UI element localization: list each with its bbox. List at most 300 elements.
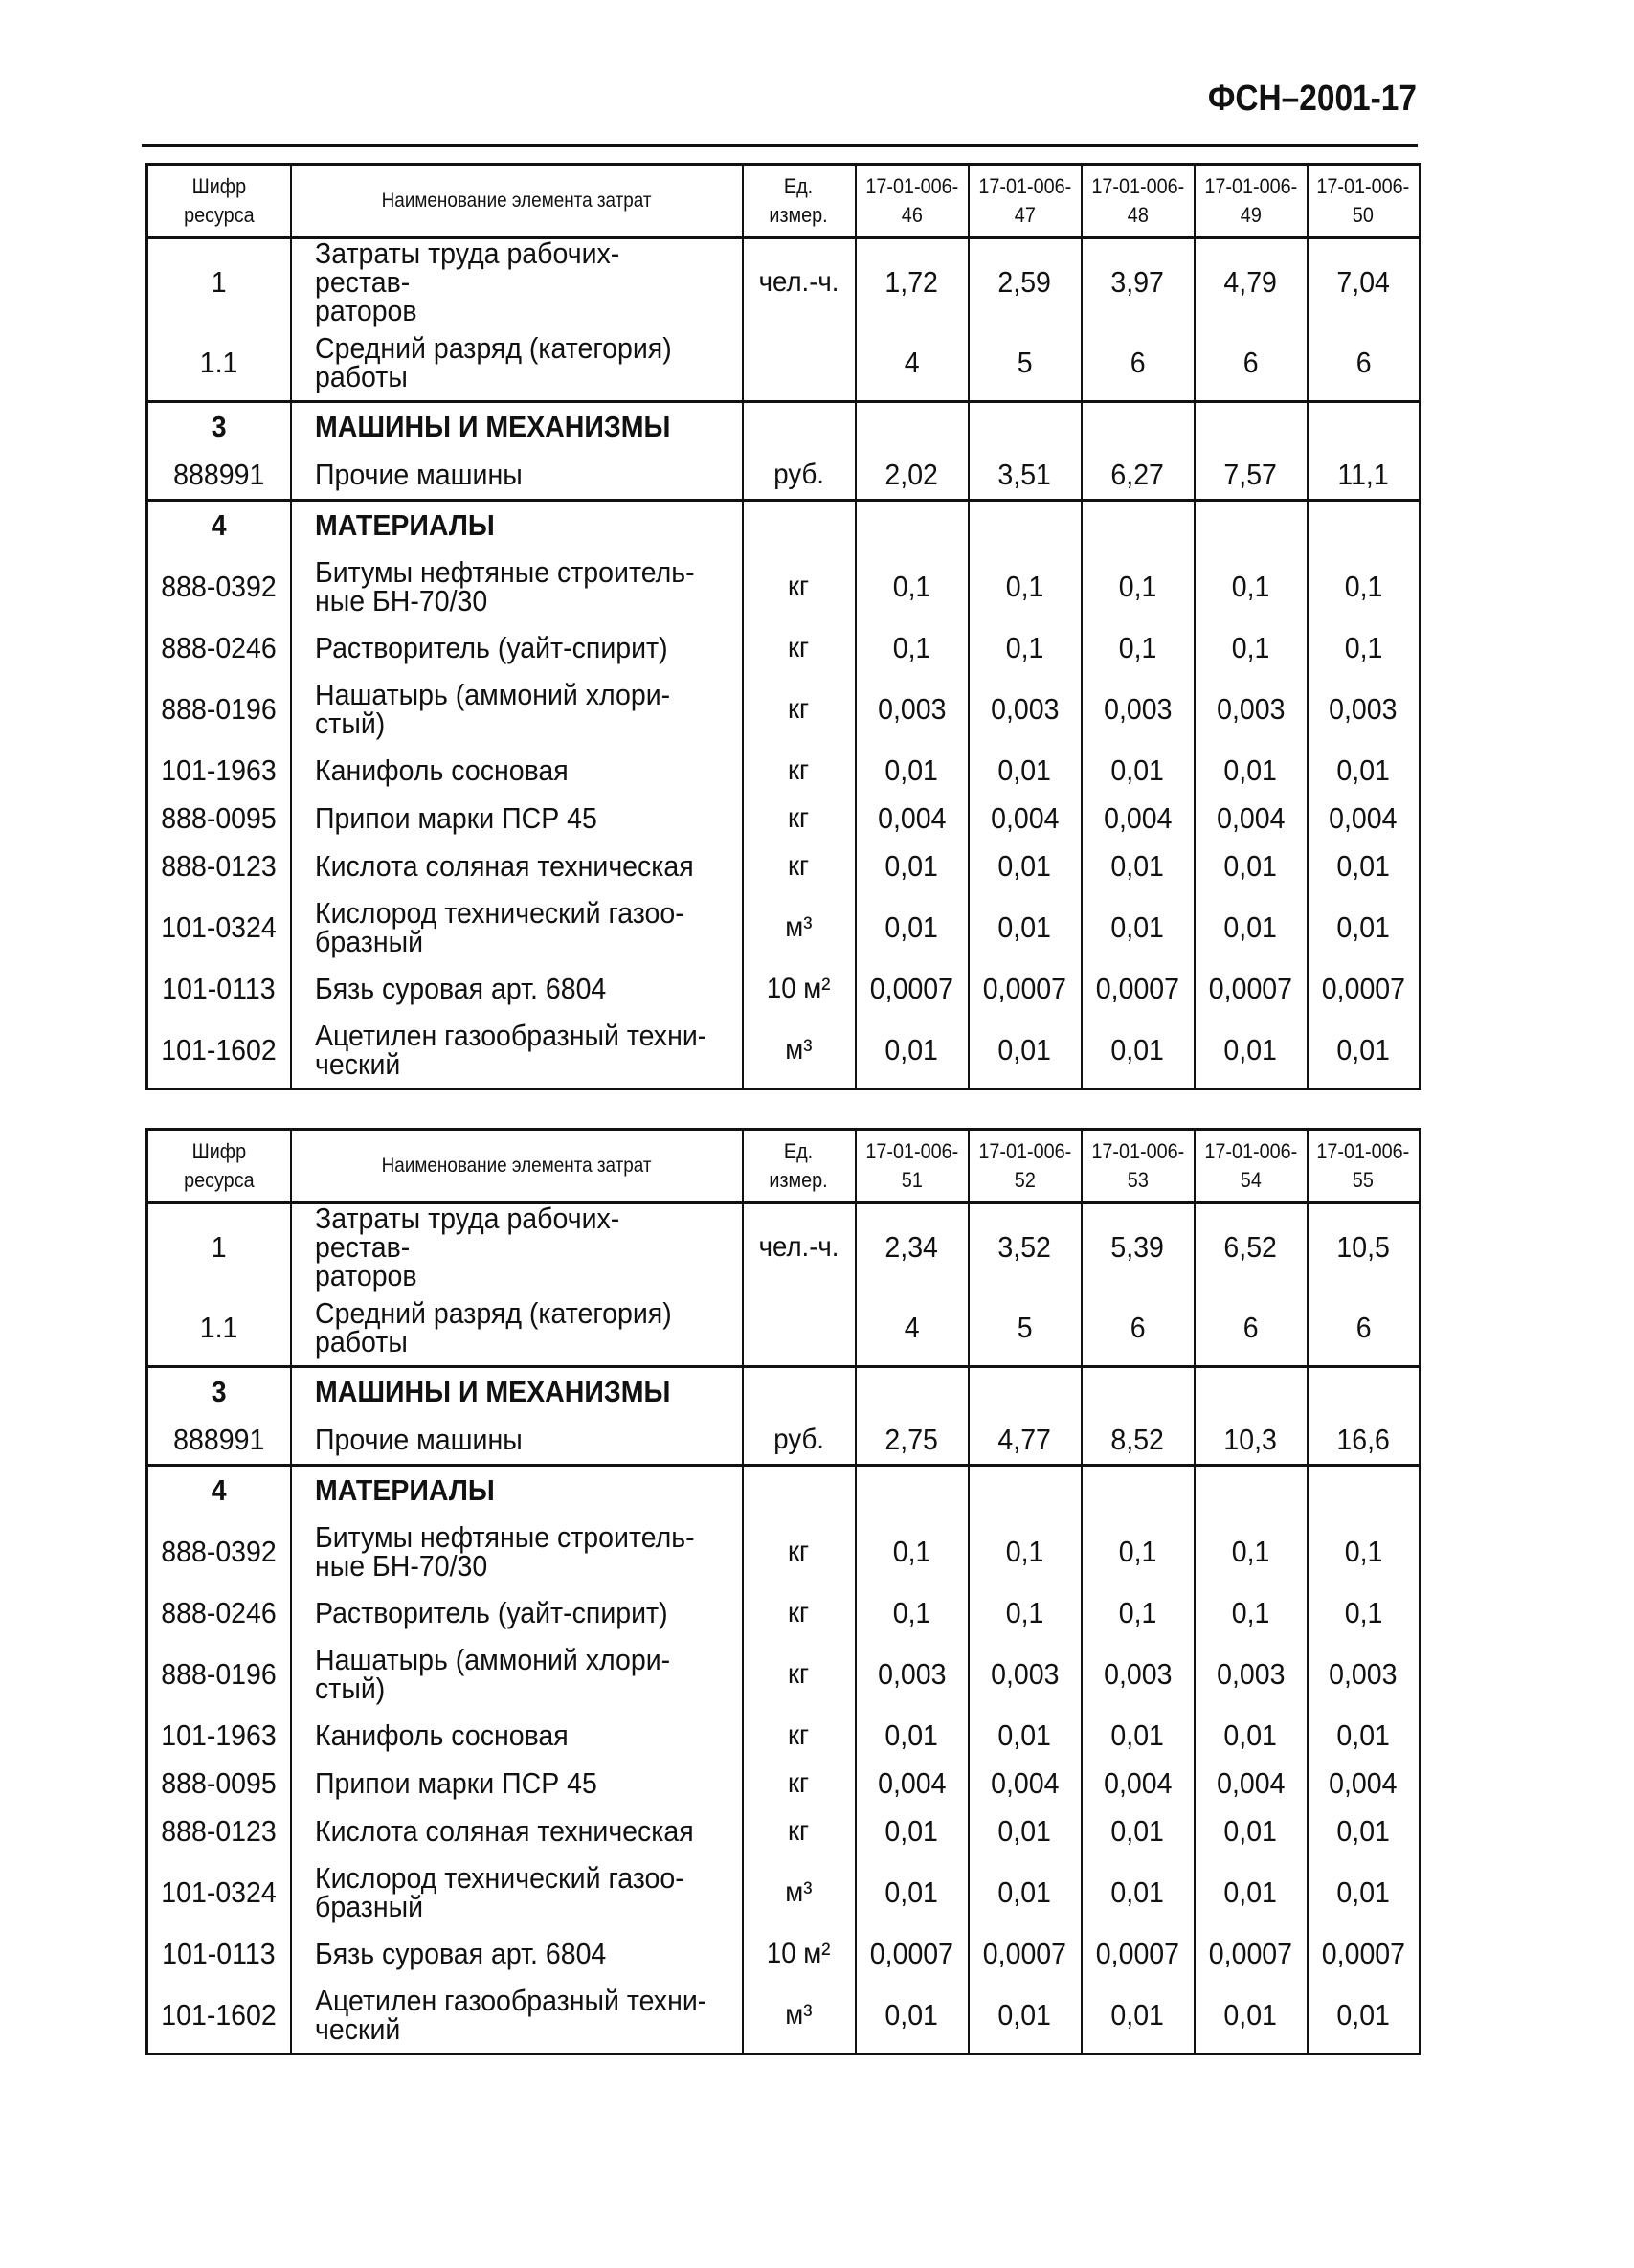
cost-item-name [291,842,743,890]
value-cell-text: 0,1 [1231,631,1270,664]
cost-item-name-text: Прочие машины [314,1423,523,1456]
value-cell [1082,624,1195,672]
value-cell-text: 0,0007 [1095,972,1180,1005]
value-cell [1082,326,1195,402]
unit-cell-text: кг [788,1536,810,1567]
col-header-code [147,1130,291,1203]
resource-code-text: 888991 [173,1423,265,1456]
value-cell [969,624,1082,672]
value-cell-text: 0,01 [884,910,939,944]
value-cell-text: 3,97 [1110,265,1165,299]
value-cell [1195,550,1308,624]
resource-code [147,1930,291,1978]
table-row [147,1930,1421,1978]
value-cell-text: 0,01 [997,1718,1052,1752]
cost-item-name-text: Канифоль сосновая [314,753,569,787]
cost-item-name-text: Нашатырь (аммоний хлори- стый) [314,1643,670,1705]
unit-cell [743,795,856,842]
unit-cell [743,1416,856,1466]
unit-cell-text: м³ [785,1999,813,2031]
value-cell [856,1712,969,1760]
value-cell [1082,402,1195,452]
resource-code [147,842,291,890]
value-cell [1082,1515,1195,1589]
cost-item-name-text: МАШИНЫ И МЕХАНИЗМЫ [314,1375,670,1408]
resource-code-text: 1.1 [199,1311,238,1344]
value-cell [856,672,969,747]
value-cell [856,1291,969,1367]
unit-cell-text: кг [788,632,810,663]
value-cell [1195,451,1308,501]
value-cell-text: 0,1 [892,1535,931,1568]
resource-code-text: 101-1963 [161,1718,278,1752]
resource-code-text: 888-0095 [161,1766,278,1800]
value-cell [1195,965,1308,1013]
table-row [147,550,1421,624]
unit-cell [743,501,856,550]
unit-cell [743,1367,856,1417]
resource-code-text: 888-0392 [161,570,278,603]
value-cell-text: 0,004 [877,1766,947,1800]
value-cell-text: 0,004 [1329,1766,1398,1800]
cost-item-name [291,238,743,326]
unit-cell-text: 10 м² [767,1938,831,1969]
value-cell [856,747,969,795]
value-cell [1195,1203,1308,1291]
cost-item-name [291,501,743,550]
value-cell-text: 10,3 [1223,1423,1278,1456]
value-cell [856,1589,969,1637]
value-cell-text: 3,52 [997,1230,1052,1264]
resource-code [147,672,291,747]
value-cell-text: 0,003 [1103,1657,1173,1691]
value-cell-text: 0,01 [884,1814,939,1848]
resource-code-text: 101-1963 [161,753,278,787]
resource-code [147,795,291,842]
value-cell [1195,1367,1308,1417]
value-cell-text: 0,1 [1344,631,1383,664]
resource-code-text: 101-1602 [161,1998,278,2032]
cost-item-name [291,672,743,747]
col-header-norm-text: 17-01-006- 50 [1316,174,1410,227]
col-header-norm-text: 17-01-006- 53 [1091,1139,1184,1192]
value-cell-text: 0,0007 [869,972,954,1005]
value-cell [1308,747,1421,795]
norm-table-1 [145,163,1421,1090]
value-cell-text: 0,01 [884,1718,939,1752]
value-cell [1308,501,1421,550]
unit-cell [743,1637,856,1712]
resource-code-text: 3 [211,410,227,443]
value-cell [1308,1589,1421,1637]
unit-cell-text: руб. [773,1424,824,1455]
value-cell-text: 0,01 [884,1875,939,1909]
resource-code [147,1515,291,1589]
value-cell-text: 0,1 [1344,1596,1383,1629]
cost-item-name-text: Кислота соляная техническая [314,849,694,883]
value-cell-text: 0,01 [1336,1998,1391,2032]
value-cell [1308,842,1421,890]
cost-item-name-text: Средний разряд (категория) работы [314,1296,672,1359]
value-cell [969,501,1082,550]
value-cell [1195,326,1308,402]
value-cell-text: 0,0007 [1208,972,1293,1005]
cost-item-name [291,795,743,842]
value-cell [1308,1367,1421,1417]
cost-item-name [291,1855,743,1930]
value-cell [1082,1416,1195,1466]
value-cell-text: 0,01 [1110,1033,1165,1067]
value-cell-text: 0,0007 [1095,1937,1180,1970]
cost-item-name-text: Растворитель (уайт-спирит) [314,631,668,664]
cost-item-name-text: Припои марки ПСР 45 [314,801,597,835]
col-header-norm-text: 17-01-006- 46 [865,174,958,227]
value-cell-text: 6,27 [1110,458,1165,491]
value-cell-text: 4,79 [1223,265,1278,299]
value-cell [1082,1855,1195,1930]
value-cell-text: 0,004 [1103,801,1173,835]
col-header-unit-text: Ед. измер. [769,1139,829,1192]
value-cell-text: 0,0007 [982,1937,1067,1970]
unit-cell [743,1515,856,1589]
value-cell-text: 3,51 [997,458,1052,491]
value-cell-text: 0,1 [1231,570,1270,603]
unit-cell-text: руб. [773,459,824,490]
resource-code [147,1416,291,1466]
unit-cell-text: кг [788,693,810,725]
value-cell [969,238,1082,326]
value-cell-text: 0,003 [877,1657,947,1691]
col-header-norm-text: 17-01-006- 47 [978,174,1071,227]
cost-item-name [291,1203,743,1291]
table-row [147,672,1421,747]
cost-item-name-text: Нашатырь (аммоний хлори- стый) [314,678,670,740]
value-cell [1082,1808,1195,1855]
resource-code [147,890,291,965]
value-cell-text: 0,1 [1344,570,1383,603]
value-cell [1082,550,1195,624]
cost-item-name [291,890,743,965]
value-cell [969,451,1082,501]
unit-cell [743,624,856,672]
value-cell-text: 0,01 [1223,849,1278,883]
value-cell [1082,795,1195,842]
resource-code [147,550,291,624]
cost-item-name-text: МАТЕРИАЛЫ [314,1473,495,1507]
cost-item-name-text: Кислота соляная техническая [314,1814,694,1848]
value-cell-text: 6 [1355,346,1372,379]
value-cell-text: 0,01 [1223,1814,1278,1848]
section-row [147,1367,1421,1417]
value-cell [1082,1466,1195,1516]
resource-code-text: 101-0324 [161,1875,278,1909]
value-cell-text: 2,34 [884,1230,939,1264]
col-header-norm [1195,165,1308,238]
value-cell [856,624,969,672]
col-header-code-text: Шифр ресурса [183,1139,255,1192]
value-cell [969,1466,1082,1516]
col-header-norm [856,165,969,238]
table-row [147,1013,1421,1089]
value-cell-text: 0,004 [1103,1766,1173,1800]
value-cell-text: 0,01 [1110,1814,1165,1848]
value-cell-text: 5 [1017,346,1033,379]
value-cell [969,1291,1082,1367]
value-cell-text: 0,003 [1103,692,1173,726]
value-cell [1195,238,1308,326]
col-header-name-text: Наименование элемента затрат [381,1155,652,1177]
resource-code [147,1367,291,1417]
cost-item-name-text: МАТЕРИАЛЫ [314,508,495,542]
value-cell [969,1013,1082,1089]
table-row [147,795,1421,842]
norm-table-2 [145,1128,1421,2055]
value-cell-text: 0,003 [877,692,947,726]
value-cell-text: 0,0007 [982,972,1067,1005]
cost-item-name [291,747,743,795]
value-cell [856,326,969,402]
resource-code [147,747,291,795]
cost-item-name [291,1515,743,1589]
value-cell [969,1712,1082,1760]
value-cell [1308,1930,1421,1978]
col-header-norm-text: 17-01-006- 51 [865,1139,958,1192]
value-cell-text: 0,01 [1336,1718,1391,1752]
table-row [147,1291,1421,1367]
value-cell-text: 11,1 [1337,458,1389,491]
col-header-norm [1195,1130,1308,1203]
value-cell-text: 0,1 [1344,1535,1383,1568]
value-cell [1308,1203,1421,1291]
value-cell [1308,1466,1421,1516]
value-cell [1082,238,1195,326]
cost-item-name [291,965,743,1013]
value-cell-text: 0,01 [1223,1998,1278,2032]
value-cell [1195,1760,1308,1808]
resource-code-text: 888-0196 [161,1657,278,1691]
value-cell [1082,1589,1195,1637]
value-cell [969,965,1082,1013]
value-cell-text: 6 [1242,346,1259,379]
value-cell-text: 0,1 [1118,570,1157,603]
value-cell-text: 0,01 [884,1998,939,2032]
resource-code-text: 101-0113 [162,1937,276,1970]
value-cell [969,1367,1082,1417]
value-cell-text: 0,003 [1329,1657,1398,1691]
unit-cell [743,1760,856,1808]
value-cell [1082,1367,1195,1417]
value-cell [1308,1855,1421,1930]
col-header-norm-text: 17-01-006- 48 [1091,174,1184,227]
unit-cell-text: кг [788,1597,810,1628]
value-cell [1082,842,1195,890]
value-cell [1082,1760,1195,1808]
value-cell-text: 0,004 [1329,801,1398,835]
value-cell-text: 8,52 [1110,1423,1165,1456]
value-cell-text: 0,01 [1110,1718,1165,1752]
unit-cell [743,1855,856,1930]
value-cell-text: 0,1 [892,570,931,603]
value-cell [856,1367,969,1417]
value-cell [856,795,969,842]
unit-cell [743,1808,856,1855]
section-row [147,1466,1421,1516]
value-cell [1308,672,1421,747]
value-cell [1195,1855,1308,1930]
table-row [147,238,1421,326]
resource-code [147,1013,291,1089]
cost-item-name [291,550,743,624]
value-cell-text: 0,0007 [1208,1937,1293,1970]
unit-cell [743,842,856,890]
value-cell [856,1515,969,1589]
value-cell-text: 0,01 [1223,1718,1278,1752]
value-cell-text: 0,01 [997,910,1052,944]
unit-cell [743,451,856,501]
table-row [147,451,1421,501]
table-row [147,1712,1421,1760]
col-header-norm-text: 17-01-006- 52 [978,1139,1071,1192]
value-cell [969,1930,1082,1978]
value-cell [1195,672,1308,747]
resource-code-text: 888-0123 [161,1814,278,1848]
unit-cell-text: кг [788,802,810,834]
value-cell [969,402,1082,452]
cost-item-name [291,1367,743,1417]
table-row [147,1637,1421,1712]
value-cell [969,1760,1082,1808]
value-cell [1195,501,1308,550]
value-cell [1195,624,1308,672]
table-row [147,1203,1421,1291]
col-header-norm [1082,165,1195,238]
resource-code [147,1203,291,1291]
value-cell [1308,451,1421,501]
value-cell [1308,402,1421,452]
value-cell-text: 0,01 [997,1033,1052,1067]
value-cell [1082,1291,1195,1367]
cost-item-name-text: Бязь суровая арт. 6804 [314,972,606,1005]
value-cell-text: 0,01 [1336,910,1391,944]
value-cell-text: 0,003 [990,692,1060,726]
unit-cell [743,238,856,326]
cost-item-name [291,1416,743,1466]
resource-code-text: 1.1 [199,346,238,379]
value-cell [1082,672,1195,747]
value-cell [1082,965,1195,1013]
resource-code-text: 888-0392 [161,1535,278,1568]
value-cell [1195,795,1308,842]
cost-item-name-text: Кислород технический газоо- бразный [314,896,684,958]
value-cell [1308,624,1421,672]
table-row [147,747,1421,795]
col-header-norm [1308,165,1421,238]
value-cell [1195,1416,1308,1466]
value-cell-text: 0,003 [1216,1657,1286,1691]
col-header-code-text: Шифр ресурса [183,174,255,227]
value-cell-text: 0,01 [1110,1998,1165,2032]
section-row [147,402,1421,452]
unit-cell-text: чел.-ч. [758,1231,839,1263]
cost-item-name-text: МАШИНЫ И МЕХАНИЗМЫ [314,410,670,443]
unit-cell-text: 10 м² [767,973,831,1004]
table-row [147,1416,1421,1466]
cost-item-name-text: Кислород технический газоо- бразный [314,1861,684,1923]
value-cell [969,1978,1082,2055]
value-cell [856,890,969,965]
value-cell-text: 0,1 [1118,631,1157,664]
value-cell [1195,1978,1308,2055]
value-cell-text: 0,01 [884,1033,939,1067]
value-cell [1308,1978,1421,2055]
value-cell [969,1808,1082,1855]
value-cell [856,1760,969,1808]
value-cell [1195,1291,1308,1367]
resource-code [147,238,291,326]
value-cell [1308,965,1421,1013]
value-cell [1308,1637,1421,1712]
table-row [147,965,1421,1013]
value-cell [969,842,1082,890]
value-cell-text: 0,01 [997,1998,1052,2032]
value-cell [856,451,969,501]
value-cell [1308,795,1421,842]
resource-code [147,1637,291,1712]
unit-cell-text: м³ [785,1034,813,1066]
col-header-code [147,165,291,238]
unit-cell [743,1466,856,1516]
cost-item-name-text: Затраты труда рабочих-рестав- раторов [314,236,619,327]
unit-cell [743,747,856,795]
value-cell [856,1855,969,1930]
value-cell [1082,890,1195,965]
value-cell-text: 0,1 [1005,631,1044,664]
unit-cell-text: кг [788,1658,810,1690]
unit-cell [743,1589,856,1637]
value-cell [1082,501,1195,550]
value-cell-text: 2,59 [997,265,1052,299]
value-cell [1195,842,1308,890]
value-cell-text: 0,004 [990,801,1060,835]
cost-item-name-text: Битумы нефтяные строитель- ные БН-70/30 [314,555,695,618]
unit-cell [743,402,856,452]
unit-cell [743,965,856,1013]
value-cell-text: 4,77 [997,1423,1052,1456]
value-cell [1195,1515,1308,1589]
value-cell [1082,1712,1195,1760]
value-cell-text: 0,01 [1110,910,1165,944]
resource-code-text: 101-0113 [162,972,276,1005]
value-cell-text: 0,01 [1110,1875,1165,1909]
value-cell [856,1466,969,1516]
resource-code [147,1291,291,1367]
table-row [147,1808,1421,1855]
unit-cell-text: чел.-ч. [758,266,839,298]
resource-code-text: 1 [211,1230,227,1264]
col-header-norm [969,1130,1082,1203]
resource-code [147,965,291,1013]
resource-code [147,1760,291,1808]
col-header-name-text: Наименование элемента затрат [381,190,652,212]
value-cell-text: 0,1 [1118,1535,1157,1568]
value-cell-text: 7,57 [1223,458,1278,491]
value-cell [856,965,969,1013]
value-cell-text: 16,6 [1336,1423,1391,1456]
value-cell-text: 5 [1017,1311,1033,1344]
col-header-norm [856,1130,969,1203]
col-header-unit [743,165,856,238]
cost-item-name [291,1808,743,1855]
